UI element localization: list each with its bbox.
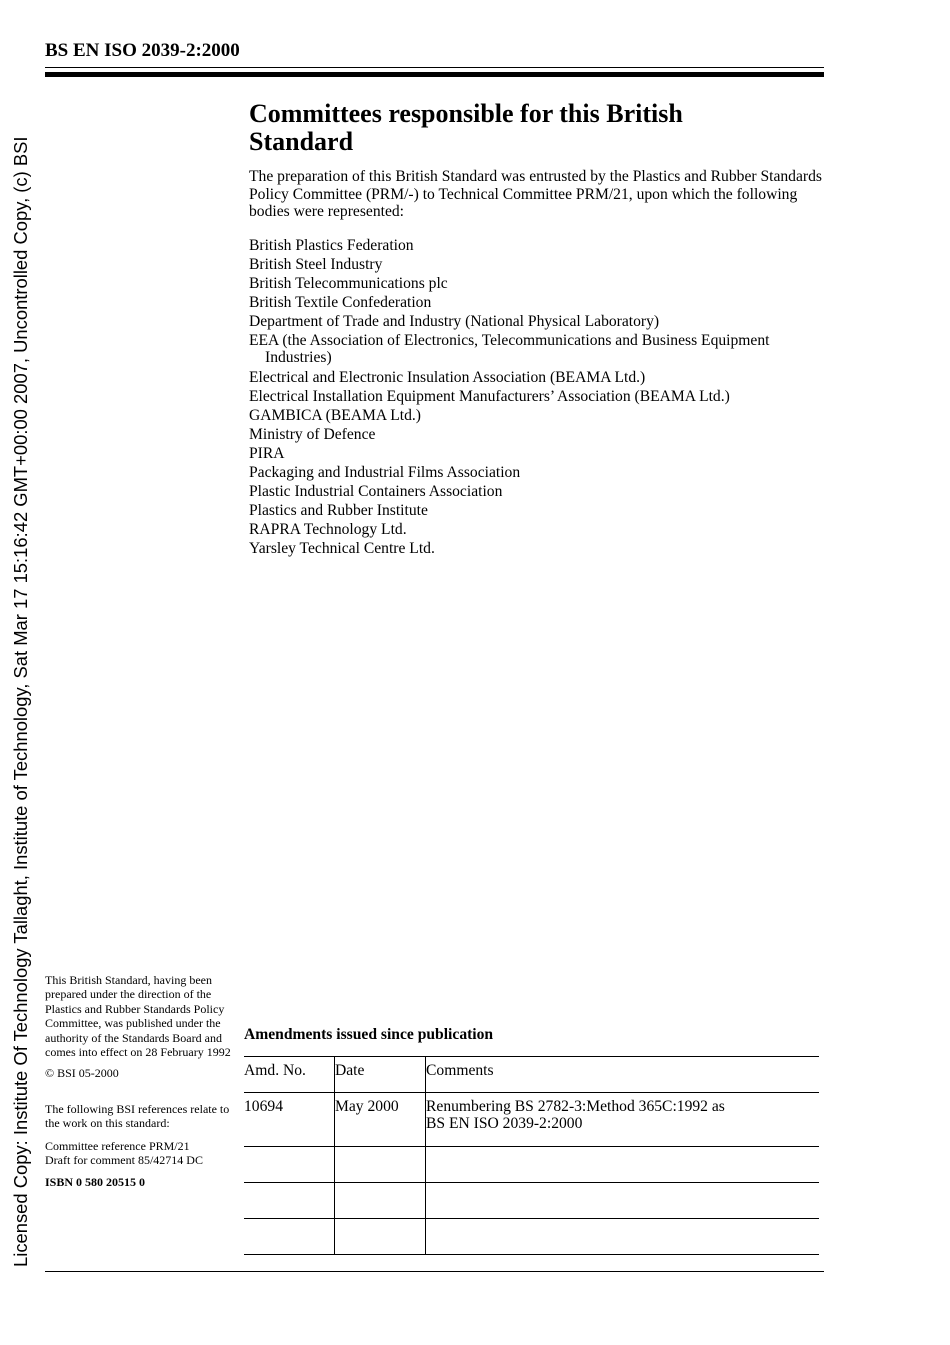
list-item: Packaging and Industrial Films Association <box>249 464 521 482</box>
table-row-empty <box>244 1219 819 1255</box>
footer-rule <box>45 1271 824 1272</box>
list-item: Plastics and Rubber Institute <box>249 502 428 520</box>
list-item: British Plastics Federation <box>249 236 414 254</box>
empty-cell <box>244 1183 335 1219</box>
empty-cell <box>426 1147 820 1183</box>
empty-cell <box>244 1219 335 1255</box>
isbn: ISBN 0 580 20515 0 <box>45 1175 146 1190</box>
publication-sidebar <box>45 973 231 1190</box>
amendments-table <box>244 1056 819 1255</box>
column-header-date: Date <box>335 1057 426 1093</box>
represented-bodies-list <box>249 237 829 558</box>
list-item: Electrical and Electronic Insulation Association (BEAMA Ltd.) <box>249 368 646 386</box>
column-header-comments: Comments <box>426 1057 820 1093</box>
list-item: Ministry of Defence <box>249 425 376 443</box>
list-item: RAPRA Technology Ltd. <box>249 521 407 539</box>
table-row-empty <box>244 1183 819 1219</box>
list-item: British Textile Confederation <box>249 293 432 311</box>
list-item: Plastic Industrial Containers Association <box>249 483 503 501</box>
list-item: Yarsley Technical Centre Ltd. <box>249 540 435 558</box>
publication-note: This British Standard, having been prepared under the direction of the Plastics and Rubber Standards Policy Committee, was published under the authority of the Standards Board and comes into effect on 28 February 1992 <box>45 973 231 1060</box>
list-item: British Telecommunications plc <box>249 274 448 292</box>
references-note: The following BSI references relate to the work on this standard: <box>45 1101 230 1131</box>
amd-no-cell: 10694 <box>244 1093 335 1147</box>
committees-section <box>249 100 829 560</box>
empty-cell <box>335 1183 426 1219</box>
copyright-notice: © BSI 05-2000 <box>45 1066 119 1081</box>
list-item: PIRA <box>249 444 285 462</box>
header-rule-thick <box>45 72 824 77</box>
list-item: Electrical Installation Equipment Manufacturers’ Association (BEAMA Ltd.) <box>249 387 730 405</box>
list-item: EEA (the Association of Electronics, Telecommunications and Business Equipment Industries) <box>249 331 770 367</box>
table-row <box>244 1093 819 1147</box>
list-item: GAMBICA (BEAMA Ltd.) <box>249 406 421 424</box>
table-header-row <box>244 1057 819 1093</box>
licensed-copy-watermark: Licensed Copy: Institute Of Technology Tallaght, Institute of Technology, Sat Mar 17 15:16:42 GMT+00:00 2007, Uncontrolled Copy, (c) BSI <box>10 136 31 1267</box>
empty-cell <box>335 1147 426 1183</box>
column-header-amd-no: Amd. No. <box>244 1057 335 1093</box>
draft-reference: Draft for comment 85/42714 DC <box>45 1153 203 1168</box>
comments-line: BS EN ISO 2039-2:2000 <box>426 1115 583 1132</box>
committees-title: Committees responsible for this British Standard <box>249 99 683 156</box>
document-code: BS EN ISO 2039-2:2000 <box>45 40 240 61</box>
date-cell: May 2000 <box>335 1093 426 1147</box>
list-item: British Steel Industry <box>249 255 383 273</box>
empty-cell <box>426 1219 820 1255</box>
table-row-empty <box>244 1147 819 1183</box>
list-item: Department of Trade and Industry (National Physical Laboratory) <box>249 312 660 330</box>
empty-cell <box>426 1183 820 1219</box>
comments-cell <box>426 1093 820 1147</box>
comments-line: Renumbering BS 2782-3:Method 365C:1992 as <box>426 1098 725 1115</box>
amendments-title: Amendments issued since publication <box>244 1026 494 1043</box>
empty-cell <box>244 1147 335 1183</box>
committee-reference: Committee reference PRM/21 <box>45 1138 190 1153</box>
empty-cell <box>335 1219 426 1255</box>
committees-intro: The preparation of this British Standard was entrusted by the Plastics and Rubber Standards Policy Committee (PRM/-) to Technical Committee PRM/21, upon which the following bodies were represented: <box>249 168 822 220</box>
header-rule-thin <box>45 67 824 68</box>
